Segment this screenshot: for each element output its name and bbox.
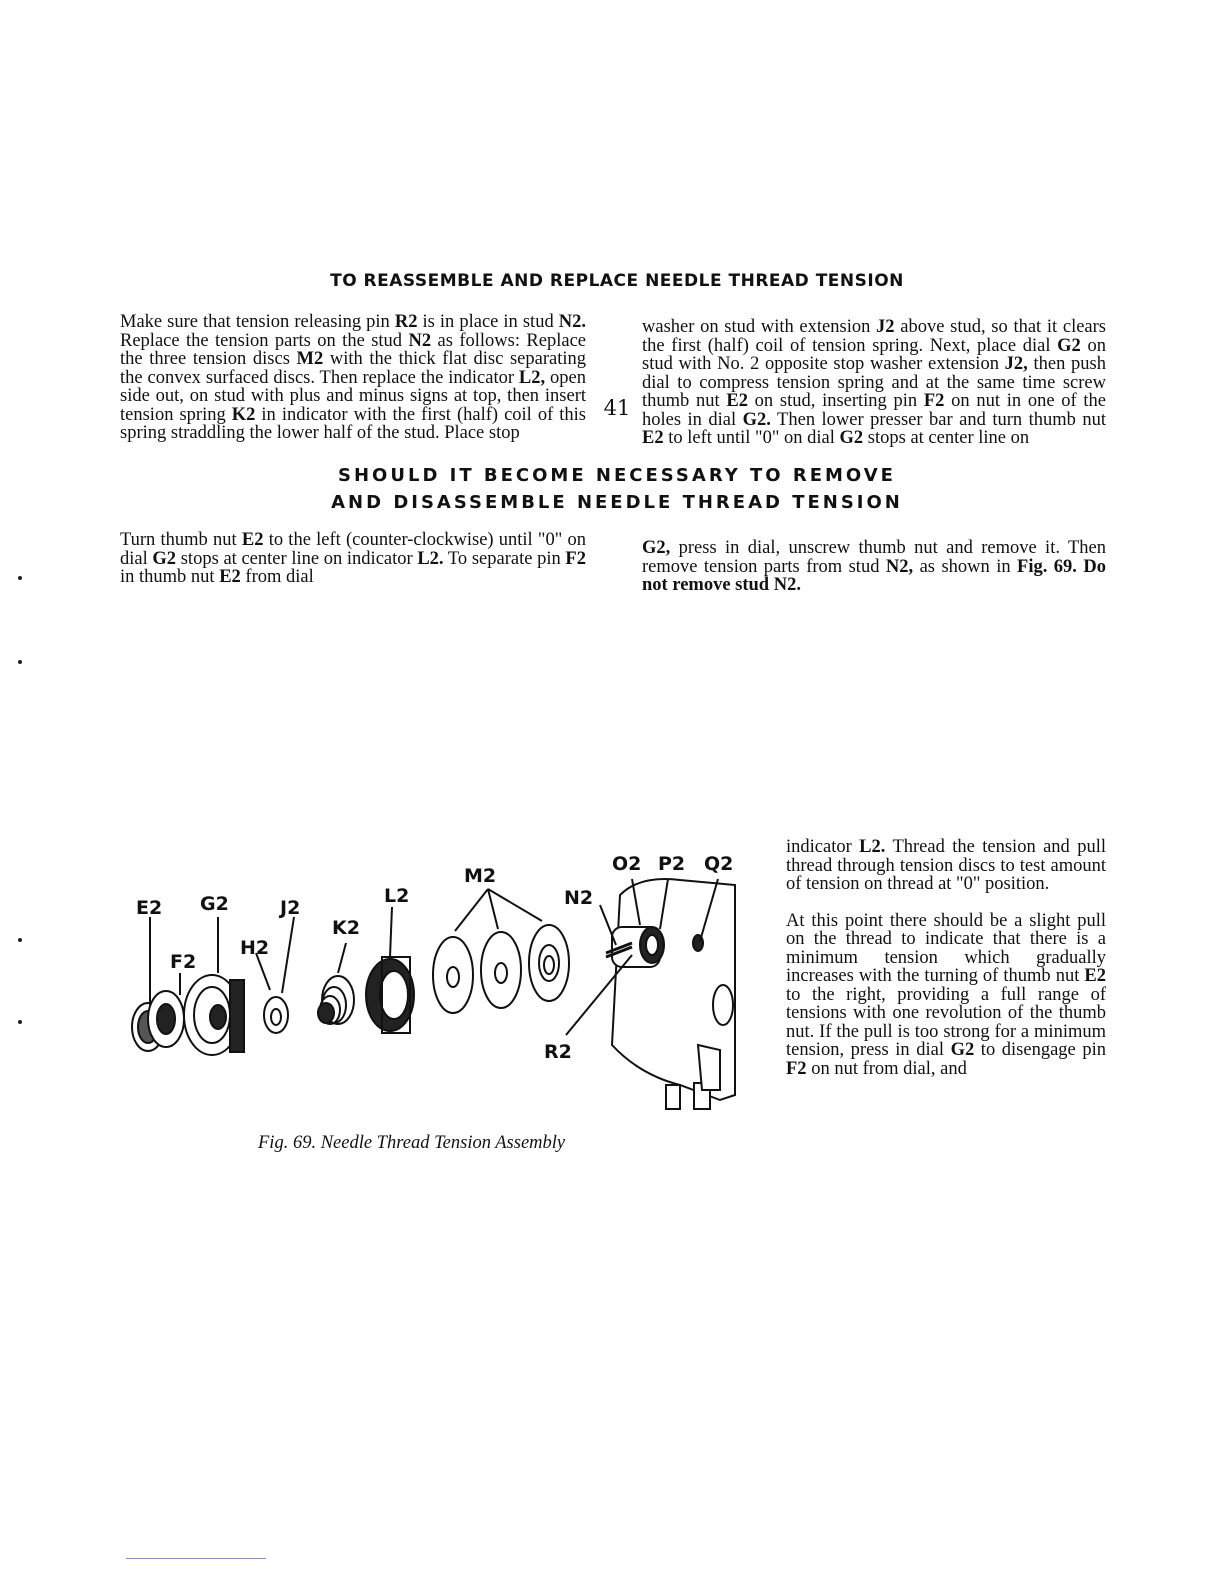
- label-n2: N2: [564, 887, 594, 909]
- margin-mark: [18, 660, 22, 664]
- tension-assembly-illustration: [120, 845, 780, 1125]
- section2-left-paragraph: Make sure that tension releasing pin R2 is in place in stud N2. Replace the tension parts on the stud N2 as follows: Replace the three tension discs M2 with the thick flat disc separating the convex surfaced discs. Then replace the indicator L2, open side out, on stud with plus and minus signs at top, then insert tension spring K2 in indicator with the first (half) coil of this spring straddling the lower half of the stud. Place stop: [120, 312, 587, 443]
- section1-heading-line2: AND DISASSEMBLE NEEDLE THREAD TENSION: [331, 492, 903, 513]
- section2-heading: TO REASSEMBLE AND REPLACE NEEDLE THREAD TENSION: [330, 271, 904, 291]
- section2-right-column: [642, 318, 1106, 448]
- label-l2: L2: [384, 885, 410, 907]
- figure-caption: Fig. 69. Needle Thread Tension Assembly: [258, 1133, 566, 1153]
- label-o2: O2: [612, 853, 642, 875]
- section1-heading-line1: SHOULD IT BECOME NECESSARY TO REMOVE: [338, 465, 896, 486]
- section1-left-paragraph: Turn thumb nut E2 to the left (counter-clockwise) until "0" on dial G2 stops at center line on indicator L2. To separate pin F2 in thumb nut E2 from dial: [120, 530, 586, 587]
- margin-mark: [18, 938, 22, 942]
- label-p2: P2: [658, 853, 686, 875]
- section2-left-column: [120, 313, 586, 443]
- margin-mark: [18, 576, 22, 580]
- label-k2: K2: [332, 917, 360, 939]
- margin-mark: [18, 1020, 22, 1024]
- indicator-shape: [366, 957, 414, 1033]
- label-f2: F2: [170, 951, 197, 973]
- dial-shape: [184, 975, 244, 1055]
- label-h2: H2: [240, 937, 270, 959]
- page-number: 41: [603, 396, 631, 420]
- label-g2: G2: [200, 893, 229, 915]
- section1-heading: [0, 462, 1224, 516]
- section2-narrow-column: [786, 838, 1106, 1078]
- narrow-paragraph-1: indicator L2. Thread the tension and pull thread through tension discs to test amount of tension on thread at "0" position.: [786, 837, 1106, 894]
- narrow-paragraph-2: At this point there should be a slight pull on the thread to indicate that there is a minimum tension which gradually increases with the turning of thumb nut E2 to the right, providing a full range of tensions with one revolution of the thumb nut. If the pull is too strong for a minimum tension, press in dial G2 to disengage pin F2 on nut from dial, and: [786, 910, 1106, 1079]
- label-j2: J2: [280, 897, 301, 919]
- tension-discs-shape: [433, 925, 569, 1013]
- figure-69: [120, 845, 780, 1125]
- thumb-nut-shape: [132, 991, 184, 1051]
- label-m2: M2: [464, 865, 497, 887]
- section1-left-column: [120, 531, 586, 587]
- footer-rule: [126, 1558, 266, 1559]
- section2-right-paragraph: washer on stud with extension J2 above stud, so that it clears the first (half) coil of tension spring. Next, place dial G2 on stud with No. 2 opposite stop washer extension J2, then push dial to compress tension spring and at the same time screw thumb nut E2 on stud, inserting pin F2 on nut in one of the holes in dial G2. Then lower presser bar and turn thumb nut E2 to left until "0" on dial G2 stops at center line on: [642, 317, 1107, 448]
- label-q2: Q2: [704, 853, 734, 875]
- machine-head-shape: [606, 879, 735, 1109]
- label-e2: E2: [136, 897, 163, 919]
- section1-right-paragraph: G2, press in dial, unscrew thumb nut and remove it. Then remove tension parts from stud N2, as shown in Fig. 69. Do not remove stud N2.: [642, 538, 1106, 595]
- stop-washer-shape: [264, 997, 288, 1033]
- tension-spring-shape: [318, 976, 354, 1024]
- section1-right-column: [642, 539, 1106, 595]
- label-r2: R2: [544, 1041, 572, 1063]
